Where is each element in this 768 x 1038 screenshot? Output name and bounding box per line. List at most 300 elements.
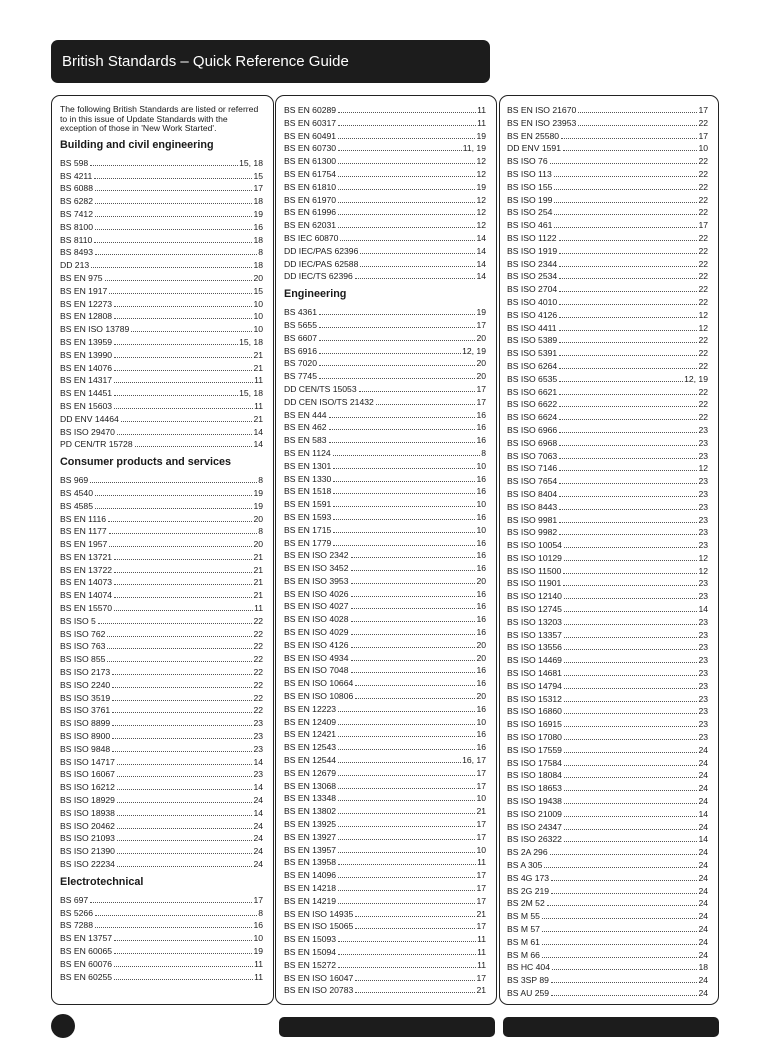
page-reference: 14 <box>253 426 263 437</box>
standard-code: BS EN 61754 <box>284 168 337 179</box>
leader-dots <box>338 953 476 955</box>
page-reference: 20 <box>476 575 486 586</box>
leader-dots <box>333 480 475 482</box>
index-entry <box>284 258 486 271</box>
standard-code: BS 7020 <box>284 358 317 369</box>
leader-dots <box>351 671 476 673</box>
page-reference: 22 <box>698 284 708 295</box>
page-reference: 19 <box>476 130 486 141</box>
index-entry <box>284 754 486 767</box>
index-entry <box>284 600 486 613</box>
leader-dots <box>564 828 697 830</box>
index-entry <box>284 895 486 908</box>
index-entry <box>507 603 708 616</box>
page-reference: 23 <box>698 629 708 640</box>
standard-code: BS 4G 173 <box>507 872 550 883</box>
index-entry <box>507 117 708 130</box>
page-reference: 17 <box>698 105 708 115</box>
index-entry <box>507 923 708 936</box>
leader-dots <box>112 699 252 701</box>
standard-code: BS EN 1715 <box>284 524 332 535</box>
standard-code: BS EN 13927 <box>284 831 337 842</box>
index-entry <box>507 360 708 373</box>
index-entry <box>60 832 263 845</box>
standard-code: BS EN 60317 <box>284 117 337 128</box>
index-entry <box>507 910 708 923</box>
standard-code: BS EN 14219 <box>284 895 337 906</box>
standard-code: BS EN ISO 21670 <box>507 105 577 115</box>
index-entry <box>284 485 486 498</box>
standard-code: BS 4211 <box>60 170 93 181</box>
page-reference: 22 <box>698 232 708 243</box>
page-reference: 11, 19 <box>462 143 486 154</box>
standard-code: BS EN ISO 7048 <box>284 665 349 676</box>
page-reference: 20 <box>476 691 486 702</box>
page-reference: 22 <box>253 667 263 678</box>
index-entry <box>507 795 708 808</box>
index-entry <box>284 588 486 601</box>
page-reference: 23 <box>253 743 263 754</box>
leader-dots <box>114 596 252 598</box>
leader-dots <box>333 467 475 469</box>
leader-dots <box>559 303 697 305</box>
page-reference: 17 <box>476 319 486 330</box>
section-heading: Engineering <box>284 288 347 301</box>
index-entry <box>507 974 708 987</box>
page-reference: 12 <box>698 565 708 576</box>
index-entry <box>507 386 708 399</box>
page-reference: 23 <box>253 718 263 729</box>
leader-dots <box>355 915 475 917</box>
leader-dots <box>355 991 475 993</box>
index-entry <box>284 639 486 652</box>
standard-code: BS EN 60065 <box>60 946 113 956</box>
standard-code: BS ISO 10129 <box>507 552 562 563</box>
leader-dots <box>351 582 476 584</box>
page-reference: 23 <box>253 731 263 742</box>
leader-dots <box>112 673 252 675</box>
leader-dots <box>114 939 252 941</box>
index-entry <box>507 641 708 654</box>
standard-code: BS EN ISO 23953 <box>507 117 577 128</box>
leader-dots <box>563 584 697 586</box>
standard-code: BS ISO 3519 <box>60 692 111 703</box>
standard-code: BS EN 444 <box>284 409 327 420</box>
leader-dots <box>95 507 252 509</box>
leader-dots <box>559 354 697 356</box>
leader-dots <box>355 684 475 686</box>
leader-dots <box>338 799 475 801</box>
page-reference: 8 <box>258 907 263 918</box>
leader-dots <box>547 904 698 906</box>
index-entry <box>284 537 486 550</box>
index-entry <box>60 551 263 564</box>
index-entry <box>507 949 708 962</box>
standard-code: BS ISO 24347 <box>507 821 562 832</box>
index-entry <box>507 705 708 718</box>
leader-dots <box>135 445 253 447</box>
standard-code: BS M 57 <box>507 924 540 934</box>
index-entry <box>284 498 486 511</box>
index-entry <box>507 296 708 309</box>
leader-dots <box>319 364 475 366</box>
index-entry <box>60 310 263 323</box>
standard-code: BS ISO 155 <box>507 181 553 192</box>
index-entry <box>507 104 708 117</box>
page-reference: 8 <box>258 475 263 486</box>
page-reference: 24 <box>253 846 263 857</box>
index-entry <box>507 245 708 258</box>
leader-dots <box>90 164 238 166</box>
page-reference: 16 <box>476 729 486 740</box>
index-entry <box>507 155 708 168</box>
standard-code: BS ISO 4411 <box>507 322 557 333</box>
index-entry <box>507 821 708 834</box>
index-entry <box>284 130 486 143</box>
leader-dots <box>559 405 697 407</box>
standard-code: BS EN ISO 10806 <box>284 691 354 702</box>
standard-code: BS ISO 29470 <box>60 426 115 437</box>
leader-dots <box>559 329 698 331</box>
page-reference: 17 <box>476 383 486 394</box>
index-entry <box>284 972 486 985</box>
page-reference: 18 <box>253 234 263 245</box>
page-reference: 12, 19 <box>462 345 486 356</box>
index-entry <box>507 872 708 885</box>
standard-code: DD IEC/PAS 62588 <box>284 258 359 269</box>
leader-dots <box>333 531 475 533</box>
leader-dots <box>117 775 252 777</box>
standard-code: BS 7745 <box>284 371 317 382</box>
page-title-banner <box>51 40 490 83</box>
page-reference: 17 <box>476 895 486 906</box>
index-entry <box>507 897 708 910</box>
page-reference: 16 <box>476 422 486 433</box>
index-entry <box>507 398 708 411</box>
leader-dots <box>564 700 697 702</box>
leader-dots <box>559 495 697 497</box>
standard-code: BS EN 13757 <box>60 933 113 944</box>
page-reference: 23 <box>698 616 708 627</box>
page-reference: 21 <box>253 349 263 360</box>
leader-dots <box>333 454 481 456</box>
index-entry <box>284 434 486 447</box>
index-entry <box>507 936 708 949</box>
leader-dots <box>98 622 253 624</box>
page-reference: 21 <box>253 577 263 588</box>
page-reference: 22 <box>253 628 263 639</box>
page-reference: 10 <box>476 524 486 535</box>
index-entry <box>60 692 263 705</box>
index-entry <box>284 716 486 729</box>
leader-dots <box>559 316 697 318</box>
page-reference: 22 <box>698 117 708 128</box>
index-entry <box>60 564 263 577</box>
page-reference: 21 <box>476 985 486 996</box>
index-entry <box>60 413 263 426</box>
index-entry <box>60 589 263 602</box>
standard-code: BS EN ISO 13789 <box>60 324 130 335</box>
leader-dots <box>112 724 252 726</box>
leader-dots <box>338 876 475 878</box>
standard-code: BS 6916 <box>284 345 317 356</box>
page-reference: 16 <box>253 920 263 931</box>
leader-dots <box>564 815 697 817</box>
leader-dots <box>114 952 252 954</box>
page-reference: 23 <box>698 424 708 435</box>
standard-code: BS 4540 <box>60 487 93 498</box>
standard-code: BS EN 1957 <box>60 539 108 550</box>
page-reference: 24 <box>698 898 708 909</box>
standard-code: BS 2A 296 <box>507 847 548 858</box>
leader-dots <box>559 482 697 484</box>
standard-code: BS ISO 2173 <box>60 667 111 678</box>
index-entry <box>507 270 708 283</box>
page-reference: 24 <box>698 860 708 871</box>
index-entry <box>284 447 486 460</box>
column-2 <box>275 95 497 1005</box>
page-reference: 14 <box>476 245 486 256</box>
page-reference: 20 <box>476 332 486 343</box>
index-entry <box>60 246 263 259</box>
standard-code: BS 969 <box>60 475 89 486</box>
page-reference: 10 <box>476 499 486 510</box>
page-reference: 23 <box>698 578 708 589</box>
standard-code: BS ISO 2704 <box>507 284 558 295</box>
leader-dots <box>95 189 252 191</box>
page-reference: 24 <box>698 783 708 794</box>
standard-code: BS M 66 <box>507 949 540 960</box>
leader-dots <box>559 239 698 241</box>
leader-dots <box>338 149 462 151</box>
leader-dots <box>559 431 697 433</box>
page-reference: 24 <box>698 757 708 768</box>
leader-dots <box>319 313 475 315</box>
leader-dots <box>117 865 252 867</box>
leader-dots <box>554 226 697 228</box>
standard-code: BS 8493 <box>60 247 93 258</box>
page-reference: 18 <box>698 962 708 973</box>
leader-dots <box>559 252 697 254</box>
page-reference: 17 <box>476 870 486 881</box>
index-entry <box>284 142 486 155</box>
page-reference: 11 <box>254 400 263 411</box>
leader-dots <box>114 965 253 967</box>
standard-code: BS EN 15094 <box>284 947 337 957</box>
page-reference: 20 <box>476 358 486 369</box>
page-reference: 23 <box>698 488 708 499</box>
leader-dots <box>564 623 697 625</box>
leader-dots <box>114 407 253 409</box>
page-reference: 23 <box>698 719 708 730</box>
leader-dots <box>564 725 697 727</box>
index-entry <box>284 933 486 946</box>
index-entry <box>284 831 486 844</box>
standard-code: BS ISO 22234 <box>60 859 115 870</box>
leader-dots <box>112 711 252 713</box>
standard-code: BS EN 12273 <box>60 298 113 309</box>
page-reference: 14 <box>253 439 263 450</box>
index-entry <box>284 549 486 562</box>
standard-code: BS ISO 18929 <box>60 795 115 806</box>
standard-code: BS EN 14218 <box>284 883 337 894</box>
standard-code: BS ISO 26322 <box>507 834 562 845</box>
standard-code: BS EN ISO 16047 <box>284 972 354 983</box>
page-reference: 17 <box>476 396 486 407</box>
leader-dots <box>95 228 252 230</box>
leader-dots <box>95 494 252 496</box>
standard-code: BS ISO 10054 <box>507 540 562 551</box>
index-entry <box>284 792 486 805</box>
standard-code: BS EN 1177 <box>60 526 107 537</box>
standard-code: BS ISO 4126 <box>507 309 558 320</box>
page-reference: 23 <box>698 693 708 704</box>
standard-code: BS 4361 <box>284 307 317 318</box>
leader-dots <box>117 827 252 829</box>
standard-code: BS ISO 17559 <box>507 744 562 755</box>
page-reference: 22 <box>698 335 708 346</box>
standard-code: BS ISO 18938 <box>60 807 115 818</box>
page-reference: 23 <box>698 732 708 743</box>
leader-dots <box>542 930 697 932</box>
standard-code: BS EN 12409 <box>284 716 337 727</box>
leader-dots <box>355 979 475 981</box>
standard-code: BS ISO 13556 <box>507 642 562 653</box>
page-reference: 12 <box>476 207 486 218</box>
leader-dots <box>95 202 252 204</box>
intro-text: The following British Standards are listed or referred to in this issue of Update Standards with the exception of those in 'New Work Started'. <box>60 104 259 134</box>
leader-dots <box>564 559 697 561</box>
leader-dots <box>114 609 253 611</box>
standard-code: BS A 305 <box>507 860 543 871</box>
leader-dots <box>117 852 252 854</box>
standard-code: BS 8110 <box>60 234 93 245</box>
standard-code: BS ISO 14717 <box>60 756 115 767</box>
leader-dots <box>338 137 475 139</box>
standard-code: BS EN 60076 <box>60 958 113 969</box>
standard-code: BS EN 14076 <box>60 362 113 373</box>
standard-code: BS M 61 <box>507 936 540 947</box>
index-entry <box>284 460 486 473</box>
leader-dots <box>319 326 475 328</box>
page-reference: 24 <box>253 859 263 870</box>
page-reference: 23 <box>698 706 708 717</box>
standard-code: BS ISO 13357 <box>507 629 562 640</box>
leader-dots <box>559 457 697 459</box>
index-entry <box>507 219 708 232</box>
standard-code: BS ISO 19438 <box>507 796 562 807</box>
index-entry <box>284 206 486 219</box>
leader-dots <box>338 710 475 712</box>
standard-code: BS EN 13959 <box>60 336 113 347</box>
standard-code: BS EN 12543 <box>284 742 337 753</box>
page-reference: 12, 19 <box>684 373 708 384</box>
standard-code: BS EN 61996 <box>284 207 337 218</box>
page-reference: 17 <box>476 780 486 791</box>
leader-dots <box>338 966 476 968</box>
standard-code: BS ISO 6966 <box>507 424 558 435</box>
standard-code: BS EN 1591 <box>284 499 332 510</box>
leader-dots <box>351 620 476 622</box>
index-entry <box>284 946 486 959</box>
page-reference: 22 <box>253 641 263 652</box>
leader-dots <box>112 750 252 752</box>
leader-dots <box>109 532 258 534</box>
page-reference: 8 <box>258 526 263 537</box>
leader-dots <box>117 839 252 841</box>
standard-code: BS 697 <box>60 894 89 905</box>
leader-dots <box>564 687 697 689</box>
standard-code: BS EN 1518 <box>284 486 332 497</box>
standard-code: BS EN 975 <box>60 272 103 283</box>
index-entry <box>60 525 263 538</box>
leader-dots <box>338 761 461 763</box>
index-entry <box>60 794 263 807</box>
index-entry <box>60 500 263 513</box>
leader-dots <box>559 265 697 267</box>
standard-code: BS ISO 18084 <box>507 770 562 781</box>
page-reference: 19 <box>476 181 486 192</box>
leader-dots <box>542 943 697 945</box>
page-reference: 17 <box>476 883 486 894</box>
leader-dots <box>559 521 697 523</box>
leader-dots <box>564 738 697 740</box>
leader-dots <box>564 840 697 842</box>
standard-code: BS ISO 11901 <box>507 578 562 589</box>
index-entry <box>507 322 708 335</box>
standard-code: BS ISO 16212 <box>60 782 115 793</box>
page-reference: 24 <box>253 820 263 831</box>
index-entry <box>284 219 486 232</box>
page-number-marker <box>51 1014 75 1038</box>
leader-dots <box>112 737 252 739</box>
leader-dots <box>564 712 697 714</box>
leader-dots <box>351 633 476 635</box>
leader-dots <box>338 838 475 840</box>
index-entry <box>507 629 708 642</box>
standard-code: DD 213 <box>60 260 90 271</box>
section-heading: Electrotechnical <box>60 875 144 888</box>
leader-dots <box>551 981 698 983</box>
index-entry <box>507 450 708 463</box>
standard-code: BS ISO 762 <box>60 628 106 639</box>
leader-dots <box>351 607 476 609</box>
index-entry <box>284 194 486 207</box>
index-entry <box>284 357 486 370</box>
standard-code: BS ISO 6264 <box>507 360 558 371</box>
page-reference: 22 <box>253 615 263 626</box>
index-entry <box>507 769 708 782</box>
section-heading: Building and civil engineering <box>60 138 214 151</box>
leader-dots <box>107 647 252 649</box>
index-entry <box>507 411 708 424</box>
leader-dots <box>564 776 697 778</box>
leader-dots <box>114 317 252 319</box>
index-entry <box>284 703 486 716</box>
index-entry <box>507 565 708 578</box>
index-entry <box>507 514 708 527</box>
leader-dots <box>360 265 475 267</box>
index-entry <box>60 208 263 221</box>
index-entry <box>60 640 263 653</box>
index-entry <box>60 768 263 781</box>
standard-code: BS ISO 16067 <box>60 769 115 780</box>
leader-dots <box>91 266 252 268</box>
page-reference: 17 <box>476 831 486 842</box>
standard-code: BS ISO 8404 <box>507 488 558 499</box>
standard-code: BS EN ISO 3452 <box>284 563 349 574</box>
leader-dots <box>114 571 252 573</box>
